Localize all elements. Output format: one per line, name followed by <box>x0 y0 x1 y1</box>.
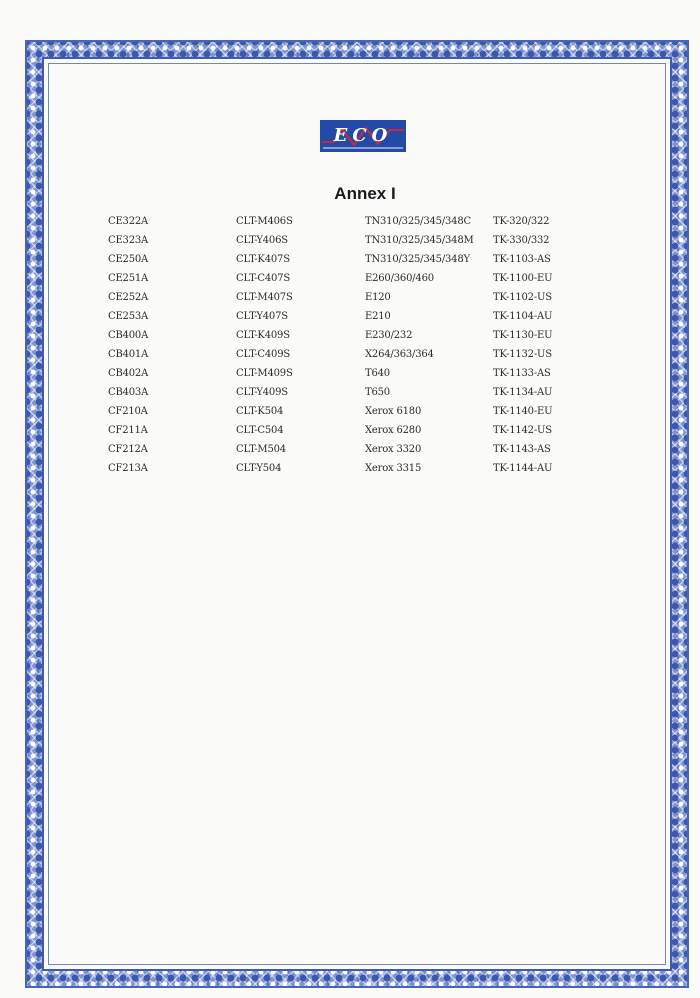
page-title: Annex I <box>334 184 396 203</box>
model-column-2 <box>236 212 293 478</box>
model-number: Xerox 6180 <box>365 406 422 417</box>
model-number: TK-1143-AS <box>493 444 551 455</box>
model-number: Xerox 3315 <box>365 463 422 474</box>
model-number: CE253A <box>108 311 149 322</box>
model-number: CE250A <box>108 254 149 265</box>
model-number: TK-1102-US <box>493 292 552 303</box>
model-number: CLT-K407S <box>236 254 290 265</box>
model-column-4 <box>493 212 552 478</box>
model-number: TK-1103-AS <box>493 254 551 265</box>
model-number: TN310/325/345/348M <box>365 235 474 246</box>
model-number: TN310/325/345/348Y <box>365 254 470 265</box>
model-number: CLT-Y504 <box>236 463 282 474</box>
model-number: CB400A <box>108 330 149 341</box>
model-number: CF211A <box>108 425 148 436</box>
model-number: TK-1144-AU <box>493 463 553 474</box>
model-number: TK-1130-EU <box>493 330 553 341</box>
model-number: E210 <box>365 311 391 322</box>
model-number: TK-1100-EU <box>493 273 553 284</box>
model-number: CLT-C504 <box>236 425 284 436</box>
ornamental-border <box>25 40 689 988</box>
model-number: CLT-K409S <box>236 330 290 341</box>
model-number: TK-1132-US <box>493 349 552 360</box>
model-number: CE323A <box>108 235 149 246</box>
model-number: CF213A <box>108 463 148 474</box>
eco-logo <box>320 120 406 152</box>
model-number: CLT-C409S <box>236 349 291 360</box>
model-number: CB401A <box>108 349 149 360</box>
model-number: CLT-M406S <box>236 216 293 227</box>
model-number: CE322A <box>108 216 149 227</box>
model-number: CLT-M504 <box>236 444 286 455</box>
model-number: CLT-C407S <box>236 273 291 284</box>
model-number: TK-320/322 <box>493 216 550 227</box>
model-number: Xerox 3320 <box>365 444 422 455</box>
model-number: CLT-Y407S <box>236 311 288 322</box>
model-column-3 <box>365 212 474 478</box>
model-number: Xerox 6280 <box>365 425 422 436</box>
model-number: TK-1104-AU <box>493 311 553 322</box>
model-number: CLT-K504 <box>236 406 284 417</box>
model-number: CB402A <box>108 368 149 379</box>
model-number: CE252A <box>108 292 149 303</box>
model-number: X264/363/364 <box>365 349 434 360</box>
model-number: TK-1133-AS <box>493 368 551 379</box>
model-number: TK-1142-US <box>493 425 552 436</box>
logo-text: ECO <box>333 125 393 146</box>
model-number: TN310/325/345/348C <box>365 216 471 227</box>
model-number: TK-330/332 <box>493 235 550 246</box>
model-number: TK-1134-AU <box>493 387 553 398</box>
model-number: CLT-Y406S <box>236 235 288 246</box>
model-number: E260/360/460 <box>365 273 434 284</box>
model-number: CLT-M409S <box>236 368 293 379</box>
model-number: CE251A <box>108 273 149 284</box>
model-number: E230/232 <box>365 330 413 341</box>
model-number: CLT-Y409S <box>236 387 288 398</box>
model-number: TK-1140-EU <box>493 406 553 417</box>
model-number: CF212A <box>108 444 148 455</box>
model-number: CB403A <box>108 387 149 398</box>
model-number: CF210A <box>108 406 148 417</box>
model-number: CLT-M407S <box>236 292 293 303</box>
model-number: T650 <box>365 387 390 398</box>
model-number: T640 <box>365 368 390 379</box>
model-column-1 <box>108 212 148 478</box>
model-number: E120 <box>365 292 391 303</box>
